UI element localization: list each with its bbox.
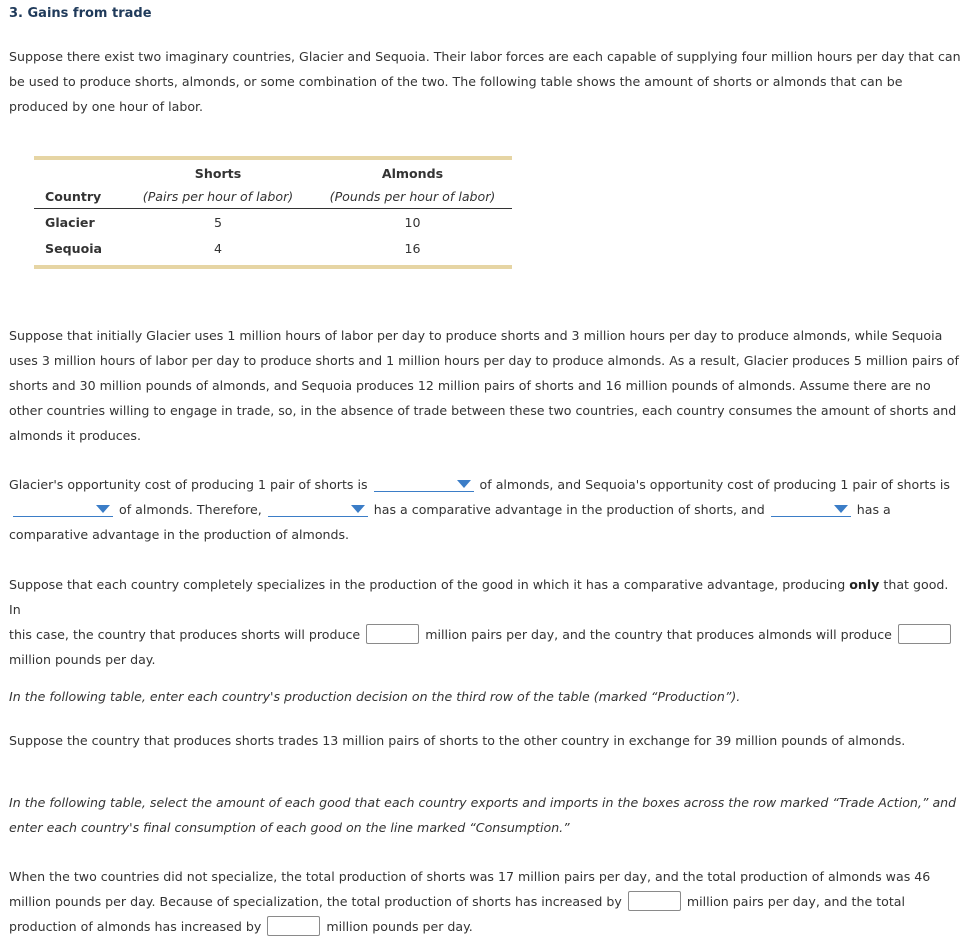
trade-statement: Suppose the country that produces shorts trades 13 million pairs of shorts to the other country in exchange for 39 million pounds of almonds.: [9, 733, 906, 748]
specialization-paragraph: [9, 572, 964, 672]
row-country: Sequoia: [45, 240, 103, 256]
spec-emphasis: only: [849, 577, 880, 592]
row-country: Glacier: [45, 214, 95, 230]
table-row: [34, 209, 512, 236]
page-title: 3. Gains from trade: [9, 6, 152, 21]
intro-line: produced by one hour of labor.: [9, 99, 204, 114]
instruction-line: In the following table, select the amount of each good that each country exports and imports in the boxes across the row marked “Trade Action,” and: [9, 795, 957, 810]
row-shorts: 4: [213, 240, 222, 256]
total-text: production of almonds has increased by: [9, 919, 262, 934]
opp-text: Glacier's opportunity cost of producing 1 pair of shorts is: [9, 477, 368, 492]
total-text: million pairs per day, and the total: [686, 894, 905, 909]
opp-text: has a: [856, 502, 891, 517]
almonds-increase-input[interactable]: [267, 916, 320, 936]
header-almonds: Almonds: [381, 166, 444, 181]
instruction-trade: [9, 790, 964, 840]
shorts-advantage-country-dropdown[interactable]: [268, 502, 368, 517]
header-shorts: Shorts: [194, 166, 242, 181]
row-almonds: 16: [404, 240, 421, 256]
row-shorts: 5: [213, 214, 222, 230]
subheader-shorts: (Pairs per hour of labor): [123, 185, 313, 209]
spec-text: this case, the country that produces shorts will produce: [9, 627, 361, 642]
opp-text: has a comparative advantage in the production of shorts, and: [373, 502, 765, 517]
dropdown-arrow-icon: [351, 505, 365, 513]
table-row: [34, 235, 512, 261]
total-text: million pounds per day.: [326, 919, 473, 934]
scenario-line: Suppose that initially Glacier uses 1 million hours of labor per day to produce shorts and 3 million hours per day to produce almonds, while Sequoia: [9, 328, 943, 343]
opportunity-cost-paragraph: [9, 472, 964, 547]
scenario-paragraph: [9, 323, 964, 448]
spec-text: that good. In: [9, 577, 949, 617]
scenario-line: shorts and 30 million pounds of almonds, and Sequoia produces 12 million pairs of shorts and 16 million pounds of almonds. Assume there are no: [9, 378, 931, 393]
table-bottom-border: [34, 265, 512, 269]
opp-text: comparative advantage in the production of almonds.: [9, 527, 350, 542]
glacier-opportunity-cost-dropdown[interactable]: [374, 477, 474, 492]
subheader-almonds: (Pounds per hour of labor): [313, 185, 512, 209]
intro-line: Suppose there exist two imaginary countries, Glacier and Sequoia. Their labor forces are each capable of supplying four million hours per day that can: [9, 49, 961, 64]
dropdown-arrow-icon: [834, 505, 848, 513]
spec-text: million pairs per day, and the country that produces almonds will produce: [425, 627, 892, 642]
dropdown-arrow-icon: [457, 480, 471, 488]
header-country: Country: [34, 185, 123, 209]
productivity-table: [34, 156, 512, 269]
scenario-line: uses 3 million hours of labor per day to produce shorts and 1 million hours per day to produce almonds. As a result, Glacier produces 5 million pairs of: [9, 353, 959, 368]
intro-line: be used to produce shorts, almonds, or some combination of the two. The following table shows the amount of shorts or almonds that can be: [9, 74, 903, 89]
spec-text: million pounds per day.: [9, 652, 156, 667]
almonds-production-input[interactable]: [898, 624, 951, 644]
almonds-advantage-country-dropdown[interactable]: [771, 502, 851, 517]
intro-paragraph: [9, 44, 964, 119]
total-text: When the two countries did not specialize, the total production of shorts was 17 million pairs per day, and the total production of almonds was 46: [9, 869, 931, 884]
opp-text: of almonds, and Sequoia's opportunity cost of producing 1 pair of shorts is: [479, 477, 950, 492]
spec-text: Suppose that each country completely specializes in the production of the good in which it has a comparative advantage, producing: [9, 577, 846, 592]
scenario-line: other countries willing to engage in trade, so, in the absence of trade between these two countries, each country consumes the amount of shorts and: [9, 403, 957, 418]
instruction-line: enter each country's final consumption of each good on the line marked “Consumption.”: [9, 820, 570, 835]
scenario-line: almonds it produces.: [9, 428, 141, 443]
row-almonds: 10: [404, 214, 421, 230]
total-production-paragraph: [9, 864, 964, 939]
dropdown-arrow-icon: [96, 505, 110, 513]
shorts-production-input[interactable]: [366, 624, 419, 644]
total-text: million pounds per day. Because of specialization, the total production of shorts has increased by: [9, 894, 622, 909]
instruction-production: In the following table, enter each country's production decision on the third row of the table (marked “Production”).: [9, 689, 741, 704]
shorts-increase-input[interactable]: [628, 891, 681, 911]
opp-text: of almonds. Therefore,: [119, 502, 262, 517]
sequoia-opportunity-cost-dropdown[interactable]: [13, 502, 113, 517]
